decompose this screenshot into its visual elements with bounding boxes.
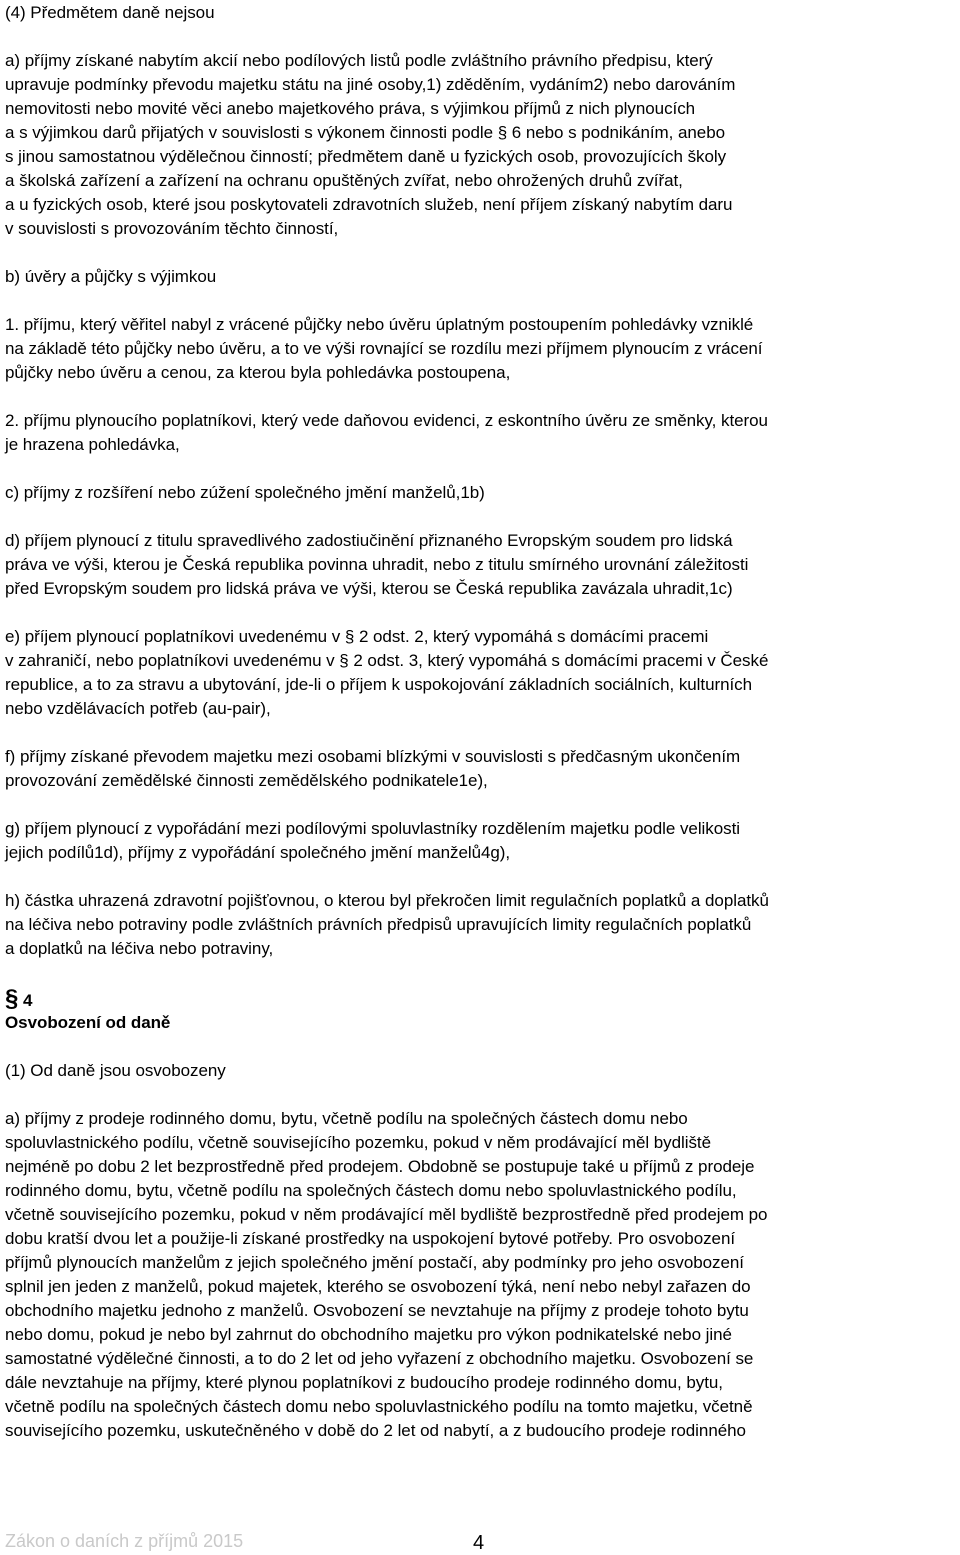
section-title: Osvobození od daně — [5, 1013, 171, 1032]
paragraph-c-line: c) příjmy z rozšíření nebo zúžení společného jmění manželů,1b) — [5, 483, 485, 502]
paragraph-a-line: a) příjmy získané nabytím akcií nebo podílových listů podle zvláštního právního předpisu, který — [5, 51, 713, 70]
exemption-a-line: včetně souvisejícího pozemku, pokud v něm prodávající měl bydliště bezprostředně před prodejem po — [5, 1205, 768, 1224]
exemption-a-line: spoluvlastnického podílu, včetně souvisejícího pozemku, pokud v něm prodávající měl bydliště — [5, 1133, 712, 1152]
paragraph-a-line: a u fyzických osob, které jsou poskytovateli zdravotních služeb, není příjem získaný nabytím daru — [5, 195, 733, 214]
paragraph-b1-line: 1. příjmu, který věřitel nabyl z vrácené půjčky nebo úvěru úplatným postoupením pohledávky vzniklé — [5, 315, 754, 334]
paragraph-f-line: provozování zemědělské činnosti zemědělského podnikatele1e), — [5, 771, 488, 790]
section-symbol: § — [5, 985, 19, 1012]
exemption-a-line: nebo domu, pokud je nebo byl zahrnut do obchodního majetku pro výkon podnikatelské nebo jiné — [5, 1325, 732, 1344]
paragraph-b2-line: je hrazena pohledávka, — [5, 435, 180, 454]
paragraph-a-line: s jinou samostatnou výdělečnou činností; předmětem daně u fyzických osob, provozujících školy — [5, 147, 727, 166]
paragraph-h-line: a doplatků na léčiva nebo potraviny, — [5, 939, 274, 958]
exemption-a-line: splnil jen jeden z manželů, pokud majetek, kterého se osvobození týká, není nebo nebyl zařazen do — [5, 1277, 751, 1296]
paragraph-h-line: na léčiva nebo potraviny podle zvláštních právních předpisů upravujících limity regulačních poplatků — [5, 915, 752, 934]
exemption-a-line: rodinného domu, bytu, včetně podílu na společných částech domu nebo spoluvlastnického podílu, — [5, 1181, 737, 1200]
section-number-value: 4 — [23, 991, 33, 1010]
paragraph-e-line: republice, a to za stravu a ubytování, jde-li o příjem k uspokojování základních sociálních, kulturních — [5, 675, 753, 694]
paragraph-a-line: nemovitosti nebo movité věci anebo majetkového práva, s výjimkou příjmů z nich plynoucích — [5, 99, 696, 118]
paragraph-b1-line: na základě této půjčky nebo úvěru, a to ve výši rovnající se rozdílu mezi příjmem plynoucím z vrácení — [5, 339, 763, 358]
exemption-a-line: včetně podílu na společných částech domu nebo spoluvlastnického podílu na tomto majetku, včetně — [5, 1397, 753, 1416]
paragraph-f-line: f) příjmy získané převodem majetku mezi osobami blízkými v souvislosti s předčasným ukončením — [5, 747, 741, 766]
footer-title: Zákon o daních z příjmů 2015 — [5, 1531, 244, 1551]
exemption-a-line: dobu kratší dvou let a použije-li získané prostředky na uspokojení bytové potřeby. Pro osvobození — [5, 1229, 736, 1248]
exemption-a-line: nejméně po dobu 2 let bezprostředně před prodejem. Obdobně se postupuje také u příjmů z prodeje — [5, 1157, 755, 1176]
paragraph-b-line: b) úvěry a půjčky s výjimkou — [5, 267, 217, 286]
paragraph-h-line: h) částka uhrazená zdravotní pojišťovnou, o kterou byl překročen limit regulačních poplatků a doplatků — [5, 891, 769, 910]
paragraph-b2-line: 2. příjmu plynoucího poplatníkovi, který vede daňovou evidenci, z eskontního úvěru ze směnky, kterou — [5, 411, 768, 430]
paragraph-a-line: a s výjimkou darů přijatých v souvislosti s výkonem činnosti podle § 6 nebo s podnikáním, anebo — [5, 123, 726, 142]
paragraph-g-line: jejich podílů1d), příjmy z vypořádání společného jmění manželů4g), — [5, 843, 511, 862]
paragraph-heading-1: (1) Od daně jsou osvobozeny — [5, 1061, 226, 1080]
paragraph-d-line: d) příjem plynoucí z titulu spravedlivého zadostiučinění přiznaného Evropským soudem pro lidská — [5, 531, 733, 550]
exemption-a-line: obchodního majetku jednoho z manželů. Osvobození se nevztahuje na příjmy z prodeje tohoto bytu — [5, 1301, 749, 1320]
paragraph-e-line: v zahraničí, nebo poplatníkovi uvedenému v § 2 odst. 3, který vypomáhá s domácími pracemi v České — [5, 651, 769, 670]
paragraph-a-line: a školská zařízení a zařízení na ochranu opuštěných zvířat, nebo ohrožených druhů zvířat, — [5, 171, 683, 190]
section-number — [5, 985, 33, 1012]
exemption-a-line: souvisejícího pozemku, uskutečněného v době do 2 let od nabytí, a z budoucího prodeje rodinného — [5, 1421, 746, 1440]
paragraph-e-line: nebo vzdělávacích potřeb (au-pair), — [5, 699, 271, 718]
paragraph-a-line: upravuje podmínky převodu majetku státu na jiné osoby,1) zděděním, vydáním2) nebo darováním — [5, 75, 736, 94]
page-number: 4 — [473, 1532, 485, 1554]
exemption-a-line: dále nevztahuje na příjmy, které plynou poplatníkovi z budoucího prodeje rodinného domu, bytu, — [5, 1373, 723, 1392]
paragraph-b1-line: půjčky nebo úvěru a cenou, za kterou byla pohledávka postoupena, — [5, 363, 511, 382]
paragraph-d-line: práva ve výši, kterou je Česká republika povinna uhradit, nebo z titulu smírného urovnání záležitosti — [5, 555, 749, 574]
exemption-a-line: a) příjmy z prodeje rodinného domu, bytu, včetně podílu na společných částech domu nebo — [5, 1109, 688, 1128]
paragraph-heading-4: (4) Předmětem daně nejsou — [5, 3, 215, 22]
exemption-a-line: příjmů plynoucích manželům z jejich společného jmění postačí, aby podmínky pro jeho osvobození — [5, 1253, 744, 1272]
paragraph-a-line: v souvislosti s provozováním těchto činností, — [5, 219, 339, 238]
paragraph-d-line: před Evropským soudem pro lidská práva ve výši, kterou se Česká republika zavázala uhradit,1c) — [5, 579, 733, 598]
paragraph-e-line: e) příjem plynoucí poplatníkovi uvedenému v § 2 odst. 2, který vypomáhá s domácími pracemi — [5, 627, 709, 646]
paragraph-g-line: g) příjem plynoucí z vypořádání mezi podílovými spoluvlastníky rozdělením majetku podle velikosti — [5, 819, 740, 838]
exemption-a-line: samostatné výdělečné činnosti, a to do 2 let od jeho vyřazení z obchodního majetku. Osvobození se — [5, 1349, 754, 1368]
